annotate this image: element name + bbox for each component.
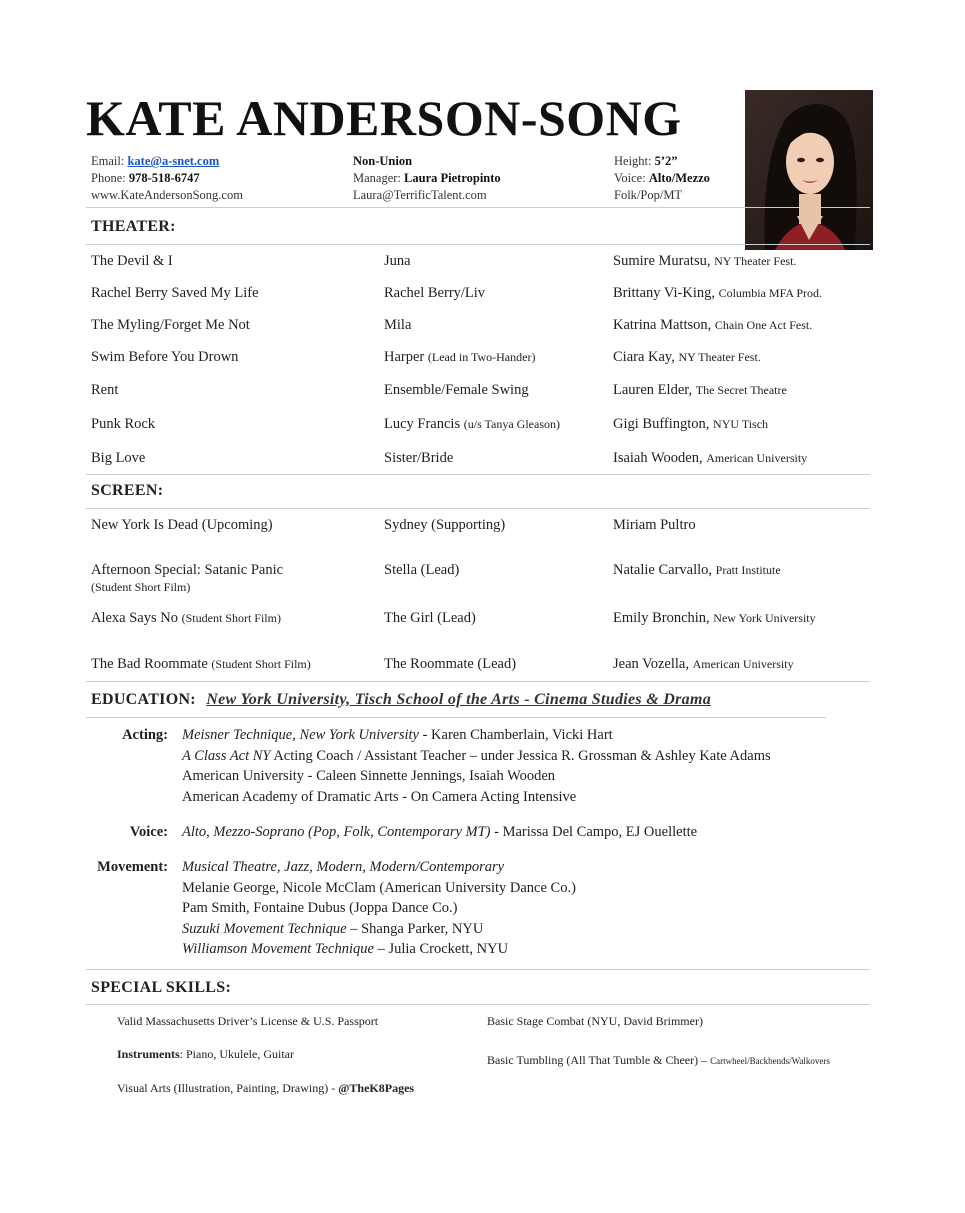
screen-director: Emily Bronchin, New York University [613,610,816,626]
manager-email: Laura@TerrificTalent.com [353,188,487,202]
theater-role: Rachel Berry/Liv [384,285,486,301]
website-text: www.KateAndersonSong.com [91,188,243,202]
screen-heading: SCREEN: [91,482,164,499]
screen-role: The Girl (Lead) [384,610,476,626]
screen-role: Sydney (Supporting) [384,517,506,533]
phone-number: 978-518-6747 [128,171,200,185]
theater-title: Rent [91,382,119,398]
screen-director: Natalie Carvallo, Pratt Institute [613,562,781,578]
education-heading: EDUCATION: [91,691,196,708]
skill-combat: Basic Stage Combat (NYU, David Brimmer) [487,1014,703,1028]
theater-title: The Devil & I [91,253,173,269]
screen-title: Alexa Says No (Student Short Film) [91,610,281,626]
theater-director: Isaiah Wooden, American University [613,450,808,466]
theater-role: Ensemble/Female Swing [384,382,529,398]
theater-title: Big Love [91,450,146,466]
manager-name: Laura Pietropinto [404,171,501,185]
theater-director: Brittany Vi-King, Columbia MFA Prod. [613,285,823,301]
screen-role: Stella (Lead) [384,562,460,578]
headshot-photo [745,90,873,250]
theater-director: Sumire Muratsu, NY Theater Fest. [613,253,797,269]
movement-training: Musical Theatre, Jazz, Modern, Modern/Contemporary Melanie George, Nicole McClam (American University Dance Co.) Pam Smith, Fontaine Dubus (Joppa Dance Co.) Suzuki Movement Technique – Shanga Parker, NYU Williamson Movement Technique – Julia Crockett, NYU [182,859,576,957]
theater-director: Lauren Elder, The Secret Theatre [613,382,787,398]
skill-visual-arts: Visual Arts (Illustration, Painting, Drawing) - @TheK8Pages [117,1081,415,1095]
voice-training: Alto, Mezzo-Soprano (Pop, Folk, Contemporary MT) - Marissa Del Campo, EJ Ouellette [182,824,698,840]
voice-label: Voice: [129,824,168,840]
theater-role: Lucy Francis (u/s Tanya Gleason) [384,416,560,432]
theater-director: Katrina Mattson, Chain One Act Fest. [613,317,813,333]
movement-label: Movement: [97,859,168,875]
acting-label: Acting: [122,727,168,743]
headshot-illustration [745,90,873,250]
screen-director: Jean Vozella, American University [613,656,794,672]
divider [86,207,870,208]
education-school: New York University, Tisch School of the Arts - Cinema Studies & Drama [206,691,711,708]
representation-block: Non-Union Manager: Laura Pietropinto Laura@TerrificTalent.com [353,154,501,202]
screen-role: The Roommate (Lead) [384,656,517,672]
stats-block: Height: 5’2” Voice: Alto/Mezzo Folk/Pop/MT [614,154,710,202]
resume-name: KATE ANDERSON-SONG [86,90,682,146]
theater-role: Juna [384,253,411,269]
contact-block: Email: kate@a-snet.com Phone: 978-518-6747 www.KateAndersonSong.com [91,154,243,202]
acting-training: Meisner Technique, New York University - Karen Chamberlain, Vicki Hart A Class Act NY Acting Coach / Assistant Teacher – under Jessica R. Grossman & Ashley Kate Adams American University - Caleen Sinnette Jennings, Isaiah Wooden American Academy of Dramatic Arts - On Camera Acting Intensive [182,727,771,805]
theater-role: Mila [384,317,412,333]
skill-tumbling: Basic Tumbling (All That Tumble & Cheer) – Cartwheel/Backbends/Walkovers [487,1053,830,1067]
voice-styles: Folk/Pop/MT [614,188,683,202]
divider [86,717,826,718]
union-status: Non-Union [353,154,413,168]
screen-title: New York Is Dead (Upcoming) [91,517,273,533]
theater-heading: THEATER: [91,218,176,235]
skills-heading: SPECIAL SKILLS: [91,979,232,996]
screen-title: Afternoon Special: Satanic Panic [91,562,284,578]
screen-director: Miriam Pultro [613,517,696,533]
voice-value: Alto/Mezzo [648,171,710,185]
theater-title: Rachel Berry Saved My Life [91,285,259,301]
height-value: 5’2” [654,154,678,168]
theater-title: The Myling/Forget Me Not [91,317,250,333]
skill-instruments: Instruments: Piano, Ukulele, Guitar [117,1047,294,1061]
theater-title: Punk Rock [91,416,156,432]
theater-role: Sister/Bride [384,450,454,466]
theater-director: Ciara Kay, NY Theater Fest. [613,349,761,365]
theater-role: Harper (Lead in Two-Hander) [384,349,536,365]
screen-title: The Bad Roommate (Student Short Film) [91,656,311,672]
education-heading-row [91,691,711,709]
divider [86,1004,870,1005]
screen-title-note: (Student Short Film) [91,580,191,594]
divider [86,681,870,682]
divider [86,969,870,970]
divider [86,474,870,475]
divider [86,508,870,509]
theater-director: Gigi Buffington, NYU Tisch [613,416,769,432]
theater-title: Swim Before You Drown [91,349,239,365]
divider [86,244,870,245]
email-link[interactable]: kate@a-snet.com [127,154,220,168]
skill-license: Valid Massachusetts Driver’s License & U.S. Passport [117,1014,379,1028]
